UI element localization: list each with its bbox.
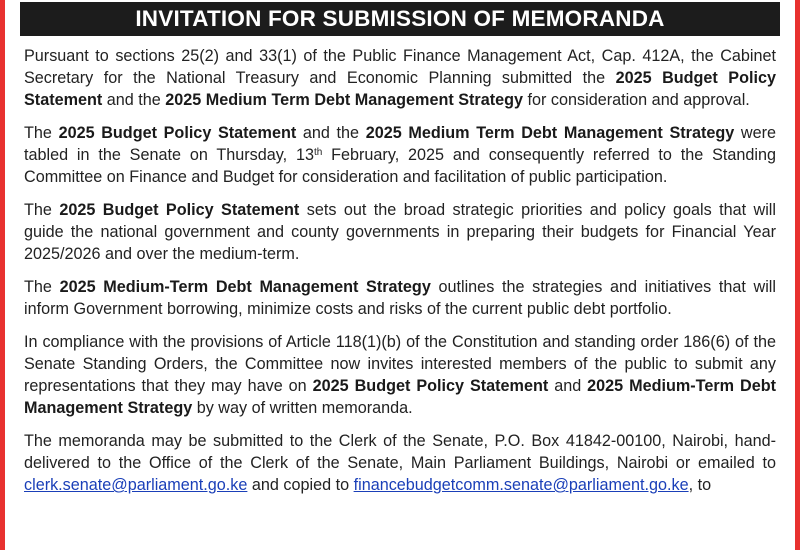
paragraph-submission-channels [24,430,776,496]
paragraph-text: February, 2025 and consequently referred to the Standing Committee on Finance and Budget for consideration and facilitation of public participation. [24,146,776,186]
paragraph-text: for consideration and approval. [523,91,750,109]
paragraph-tabling [24,122,776,188]
paragraph-text: The memoranda may be submitted to the Clerk of the Senate, P.O. Box 41842-00100, Nairobi, hand-delivered to the Office of the Clerk of the Senate, Main Parliament Buildings, Nairobi or emailed to [24,432,776,472]
paragraph-text: Pursuant to sections 25(2) and 33(1) of the Public Finance Management Act, Cap. 412A, the Cabinet Secretary for the National Treasury and Economic Planning submitted the [24,47,776,87]
paragraph-bps-purpose [24,199,776,265]
paragraph-text: were tabled in the Senate on Thursday, 13 [24,124,776,164]
paragraph-text: The [24,278,60,296]
bold-debt-strategy: 2025 Medium-Term Debt Management Strategy [24,377,776,417]
paragraph-text: sets out the broad strategic priorities and policy goals that will guide the national government and county governments in preparing their budgets for Financial Year 2025/2026 and over the medium-term. [24,201,776,263]
paragraph-text: and the [296,124,366,142]
paragraph-text: , to [688,476,712,494]
paragraph-text: by way of written memoranda. [192,399,413,417]
left-red-border [0,0,5,550]
paragraph-submission [24,45,776,111]
paragraph-text: and copied to [247,476,354,494]
right-red-border [795,0,800,550]
bold-budget-policy-statement: 2025 Budget Policy Statement [24,69,776,109]
paragraph-text: and [548,377,588,395]
bold-budget-policy-statement: 2025 Budget Policy Statement [58,124,297,142]
clerk-email-link[interactable]: clerk.senate@parliament.go.ke [24,476,248,494]
notice-body [24,45,776,507]
bold-debt-strategy: 2025 Medium Term Debt Management Strategy [365,124,735,142]
paragraph-text: In compliance with the provisions of Article 118(1)(b) of the Constitution and standing order 186(6) of the Senate Standing Orders, the Committee now invites interested members of the public to submit any representations that they may have on [24,333,776,395]
bold-budget-policy-statement: 2025 Budget Policy Statement [59,201,300,219]
ordinal-suffix: th [313,147,323,158]
committee-email-link[interactable]: financebudgetcomm.senate@parliament.go.ke [353,476,689,494]
paragraph-mtds-purpose [24,276,776,320]
paragraph-compliance [24,331,776,419]
bold-budget-policy-statement: 2025 Budget Policy Statement [312,377,549,395]
bold-debt-strategy: 2025 Medium-Term Debt Management Strategy [59,278,431,296]
paragraph-text: outlines the strategies and initiatives that will inform Government borrowing, minimize costs and risks of the current public debt portfolio. [24,278,776,318]
paragraph-text: and the [102,91,166,109]
bold-debt-strategy: 2025 Medium Term Debt Management Strategy [165,91,524,109]
page-title: INVITATION FOR SUBMISSION OF MEMORANDA [20,2,780,36]
paragraph-text: The [24,201,60,219]
paragraph-text: The [24,124,59,142]
